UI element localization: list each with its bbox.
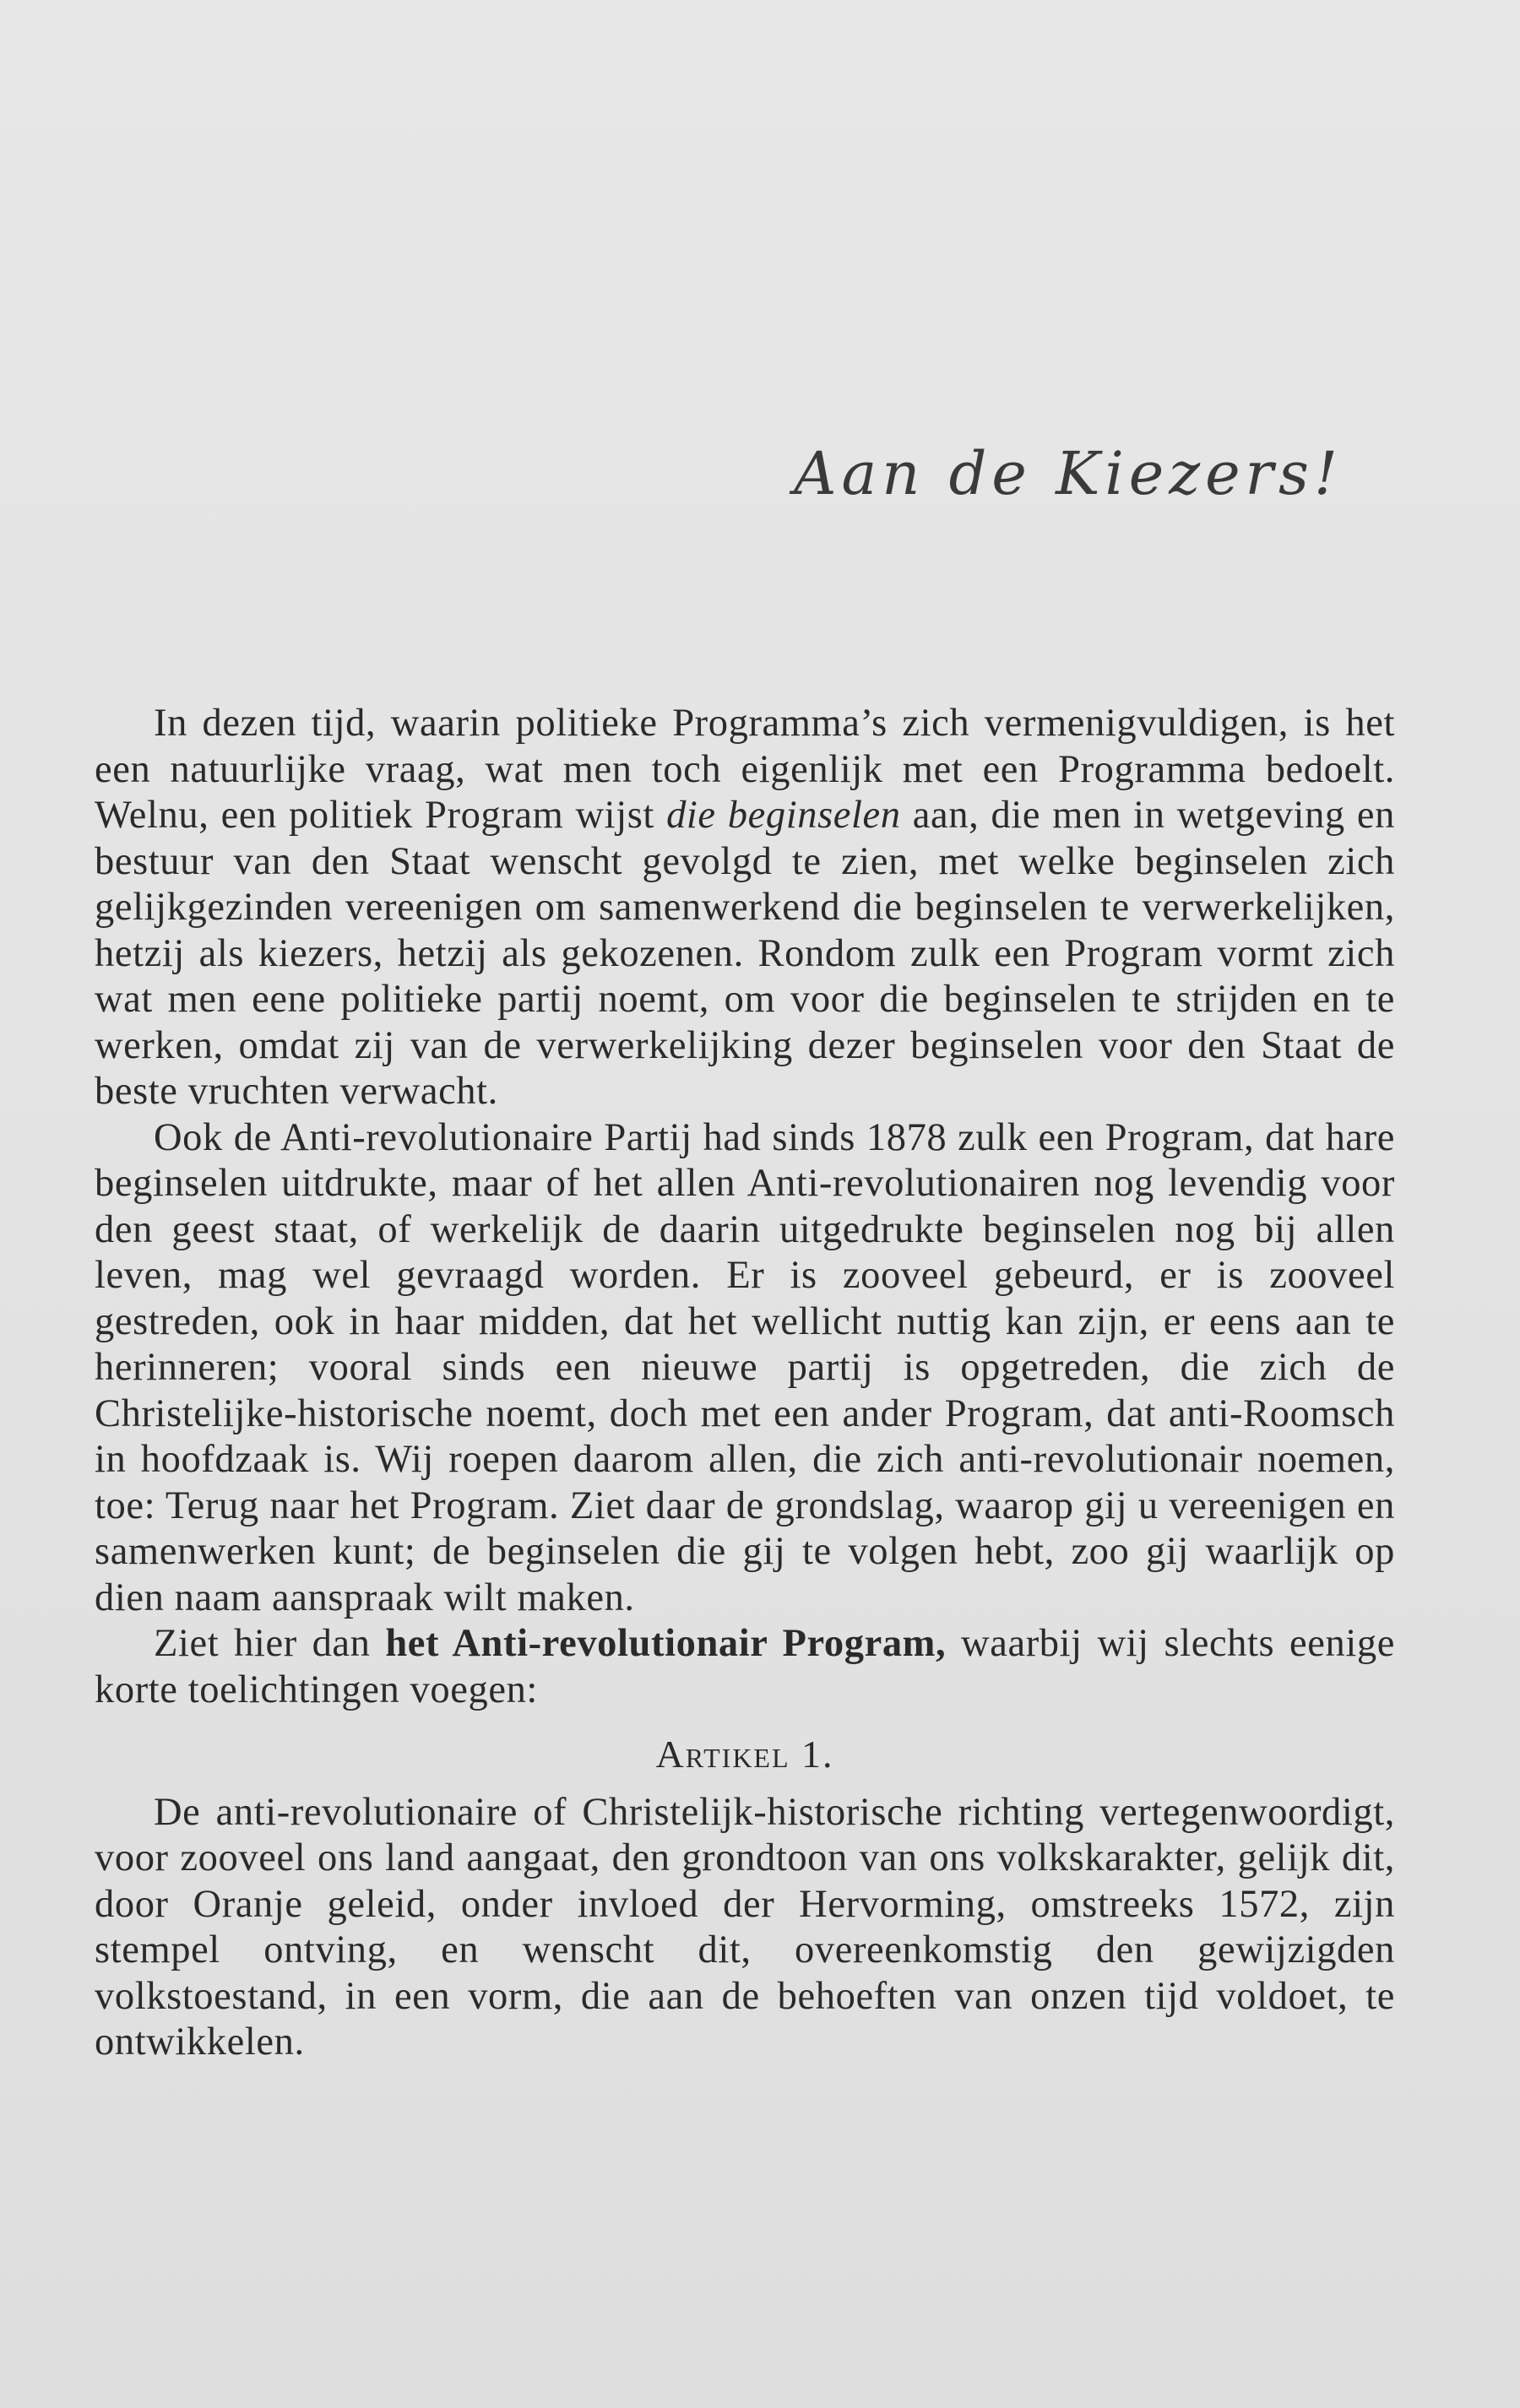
paragraph-intro bbox=[95, 701, 1395, 1115]
page-heading: Aan de Kiezers! bbox=[794, 439, 1344, 508]
paragraph-intro-text: In dezen tijd, waarin politieke Programma’s zich vermenigvuldigen, is het een natuurlijke vraag, wat men toch eigenlijk met een Programma bedoelt. Welnu, een politiek Program wijst bbox=[95, 702, 1395, 837]
paragraph-party-history: Ook de Anti-revolutionaire Partij had sinds 1878 zulk een Program, dat hare beginselen uitdrukte, maar of het allen Anti-revolutionairen nog levendig voor den geest staat, of werkelijk de daarin uitgedrukte beginselen nog bij allen leven, mag wel gevraagd worden. Er is zooveel gebeurd, er is zooveel gestreden, ook in haar midden, dat het wellicht nuttig kan zijn, er eens aan te herinneren; vooral sinds een nieuwe partij is opgetreden, die zich de Christelijke-historische noemt, doch met een ander Program, dat anti-Roomsch in hoofdzaak is. Wij roepen daarom allen, die zich anti-revolutionair noemen, toe: Terug naar het Program. Ziet daar de grondslag, waarop gij u vereenigen en samenwerken kunt; de beginselen die gij te volgen hebt, zoo gij waarlijk op dien naam aanspraak wilt maken. bbox=[95, 1115, 1395, 1619]
paragraph-intro-emphasis: die beginselen bbox=[666, 794, 901, 837]
article-title: Artikel 1. bbox=[655, 1733, 834, 1776]
paragraph-program-intro bbox=[95, 1621, 1395, 1713]
paragraph-program-before: Ziet hier dan bbox=[154, 1622, 386, 1665]
body-text bbox=[95, 701, 1395, 2066]
paragraph-program-bold: het Anti-revolutionair Program, bbox=[385, 1622, 947, 1665]
paragraph-intro-text-after: aan, die men in wetgeving en bestuur van den Staat wenscht gevolgd te zien, met welke beginselen zich gelijkgezinden vereenigen om samenwerkend die beginselen te verwerkelijken, hetzij als kiezers, hetzij als gekozenen. Rondom zulk een Program vormt zich wat men eene politieke partij noemt, om voor die beginselen te strijden en te werken, omdat zij van de verwerkelijking dezer beginselen voor den Staat de beste vruchten verwacht. bbox=[95, 794, 1395, 1113]
article-text: De anti-revolutionaire of Christelijk-historische richting vertegenwoordigt, voor zooveel ons land aangaat, den grondtoon van ons volkskarakter, gelijk dit, door Oranje geleid, onder invloed der Hervorming, omstreeks 1572, zijn stempel ontving, en wenscht dit, overeenkomstig den gewijzigden volkstoestand, in een vorm, die aan de behoeften van onzen tijd voldoet, te ontwikkelen. bbox=[95, 1790, 1395, 2064]
paragraph-program-after: waarbij wij slechts eenige korte toelichtingen voegen: bbox=[95, 1622, 1395, 1711]
